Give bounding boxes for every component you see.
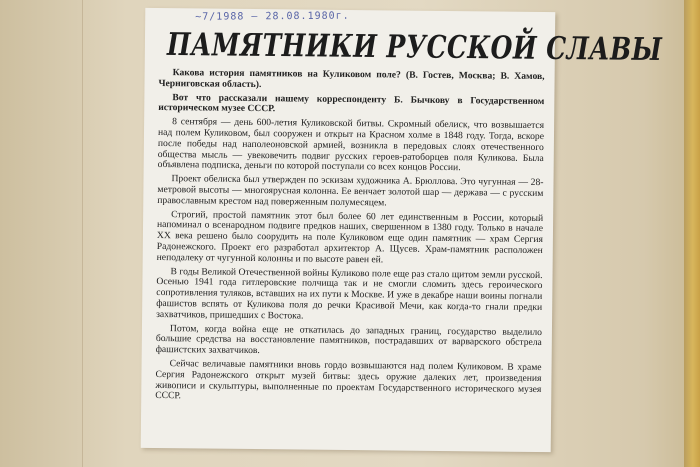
article-paragraph: Строгий, простой памятник этот был более 60 лет единственным в России, который напоминал о всенародном подвиге предков наших, свершенном в 1380 году. Только в начале XX века решено было соорудить на поле Куликовом еще один памятник — храм Сергия Радонежского. Проект его разработал архитектор А. Щусев. Храм-памятник расположен неподалеку от чугунной колонны и по высоте равен ей.: [156, 208, 544, 266]
article-paragraph: Потом, когда война еще не откатилась до западных границ, государство выделило большие средства на восстановление памятников, пострадавших от варварского обстрела фашистских захватчиков.: [155, 322, 542, 357]
article-paragraph: Проект обелиска был утвержден по эскизам художника А. Брюллова. Это чугунная — 28-метровой высоты — многоярусная колонна. Ее венчает золотой шар — держава — с русским православным крестом над поверженным полумесяцем.: [157, 173, 544, 209]
handwritten-date-stamp: ~7/1988 – 28.08.1980г.: [195, 10, 350, 23]
album-board-edge: [684, 0, 700, 467]
newspaper-clipping: [141, 8, 663, 452]
article-paragraph: В годы Великой Отечественной войны Куликово поле еще раз стало щитом земли русской. Осенью 1941 года гитлеровские полчища так и не смогли сломить здесь героического сопротивления туляков, вставших на их пути к Москве. И уже в декабре наши воины погнали фашистов вспять от Куликова поля до речки Красивой Мечи, как когда-то гнали предки захватчиков, пришедших с Востока.: [156, 265, 543, 322]
album-page-crease: [82, 0, 83, 467]
article-body: [155, 68, 545, 409]
editorial-intro: Вот что рассказали нашему корреспонденту Б. Бычкову в Государственном историческом музее СССР.: [158, 91, 545, 115]
reader-question: Какова история памятников на Куликовом поле? (В. Гостев, Москва; В. Хамов, Черниговская область).: [158, 67, 545, 90]
article-headline: ПАМЯТНИКИ РУССКОЙ СЛАВЫ: [166, 26, 663, 68]
article-paragraph: 8 сентября — день 600-летия Куликовской битвы. Скромный обелиск, что возвышается над полем Куликовом, был сооружен и открыт на Красном холме в 1848 году. Тогда, вскоре после победы над наполеоновской армией, возникла в передовых слоях отечественного общества мысль — увековечить подвиг русских героев-ратоборцев поля Куликова. Была объявлена подписка, деньги по которой поступали со всех концов России.: [157, 116, 545, 174]
article-paragraph: Сейчас величавые памятники вновь гордо возвышаются над полем Куликовом. В храме Сергия Радонежского открыт музей битвы: здесь оружие далеких лет, произведения живописи и скульптуры, выполненные по проектам Государственного исторического музея СССР.: [155, 358, 542, 402]
